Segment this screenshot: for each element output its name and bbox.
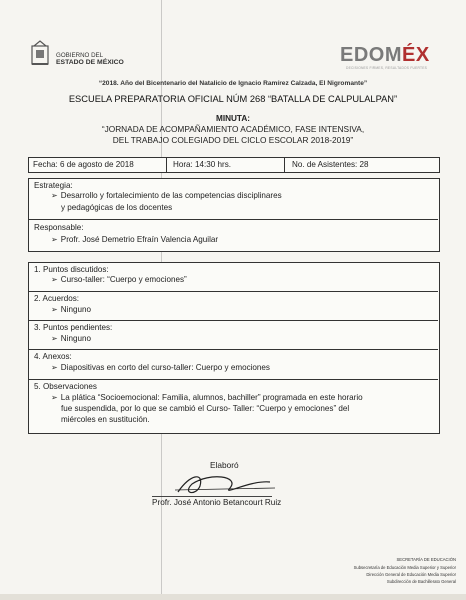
strategy-label: Estrategia: [34,181,73,190]
minuta-line-1: “JORNADA DE ACOMPAÑAMIENTO ACADÉMICO, FASE INTENSIVA, [101,124,365,134]
strategy-responsible-box [28,178,440,252]
signature-line [152,496,272,497]
divider [284,158,285,172]
bullet-arrow-icon: ➢ [51,191,58,200]
bullet-arrow-icon: ➢ [51,393,58,402]
gov-line-1: GOBIERNO DEL [56,52,104,59]
section-3-item [51,334,91,345]
section-1-label: 1. Puntos discutidos: [34,265,109,274]
section-5-line-3: miércoles en sustitución. [61,415,150,424]
section-2-text: Ninguno [60,305,91,314]
year-motto: “2018. Año del Bicentenario del Natalicio de Ignacio Ramírez Calzada, El Nigromante” [98,80,368,87]
minuta-subtitle [0,124,466,145]
government-label [56,52,124,66]
meeting-info-row [28,157,440,173]
section-1-item [51,275,187,286]
bullet-arrow-icon: ➢ [51,275,58,284]
divider [28,219,438,220]
divider [28,320,438,321]
school-name: ESCUELA PREPARATORIA OFICIAL NÚM 268 “BATALLA DE CALPULALPAN” [68,94,398,104]
section-4-label: 4. Anexos: [34,352,72,361]
attendee-count: No. de Asistentes: 28 [292,160,369,169]
section-5-line-2: fue suspendida, por lo que se cambió el Curso- Taller: “Cuerpo y emociones” del [61,404,350,413]
meeting-date: Fecha: 6 de agosto de 2018 [33,160,134,169]
bullet-arrow-icon: ➢ [51,235,58,244]
section-2-label: 2. Acuerdos: [34,294,79,303]
section-3-label: 3. Puntos pendientes: [34,323,113,332]
section-2-item [51,305,91,316]
footer-line-4: Subdirección de Bachillerato General [386,579,456,584]
edomex-tagline: DECISIONES FIRMES, RESULTADOS FUERTES [346,66,428,70]
section-5-item [51,393,363,404]
footer-line-1: SECRETARÍA DE EDUCACIÓN [396,557,456,562]
divider [28,379,438,380]
divider [28,291,438,292]
meeting-time: Hora: 14:30 hrs. [173,160,232,169]
prepared-by-label: Elaboró [210,460,239,470]
section-5-line-1: La plática “Socioemocional: Familia, alumnos, bachiller” programada en este horario [60,393,363,402]
responsible-item [51,235,218,246]
bullet-arrow-icon: ➢ [51,334,58,343]
minutes-sections-box [28,262,440,434]
strategy-item [51,191,282,202]
section-5-label: 5. Observaciones [34,382,97,391]
gov-line-2: ESTADO DE MÉXICO [56,59,124,66]
bullet-arrow-icon: ➢ [51,363,58,372]
section-4-item [51,363,270,374]
section-4-text: Diapositivas en corto del curso-taller: Cuerpo y emociones [60,363,270,372]
footer-line-2: Subsecretaría de Educación Media Superior y Superior [353,565,456,570]
state-coat-of-arms-icon [30,40,50,68]
responsible-label: Responsable: [34,223,84,232]
divider [28,349,438,350]
footer-strip [0,594,466,600]
signer-name: Profr. José Antonio Betancourt Ruiz [152,498,282,507]
section-1-text: Curso-taller: “Cuerpo y emociones” [60,275,187,284]
strategy-line-2: y pedagógicas de los docentes [61,203,173,212]
footer-line-3: Dirección General de Educación Media Superior [366,572,456,577]
brand-accent-letter: ÉX [402,44,430,66]
section-3-text: Ninguno [60,334,91,343]
edomex-logo: EDOMÉX [340,44,430,66]
bullet-arrow-icon: ➢ [51,305,58,314]
strategy-line-1: Desarrollo y fortalecimiento de las competencias disciplinares [60,191,282,200]
minuta-title: MINUTA: [216,114,250,123]
divider [166,158,167,172]
responsible-name: Profr. José Demetrio Efraín Valencia Aguilar [60,235,219,244]
minuta-line-2: DEL TRABAJO COLEGIADO DEL CICLO ESCOLAR 2018-2019” [112,134,354,145]
